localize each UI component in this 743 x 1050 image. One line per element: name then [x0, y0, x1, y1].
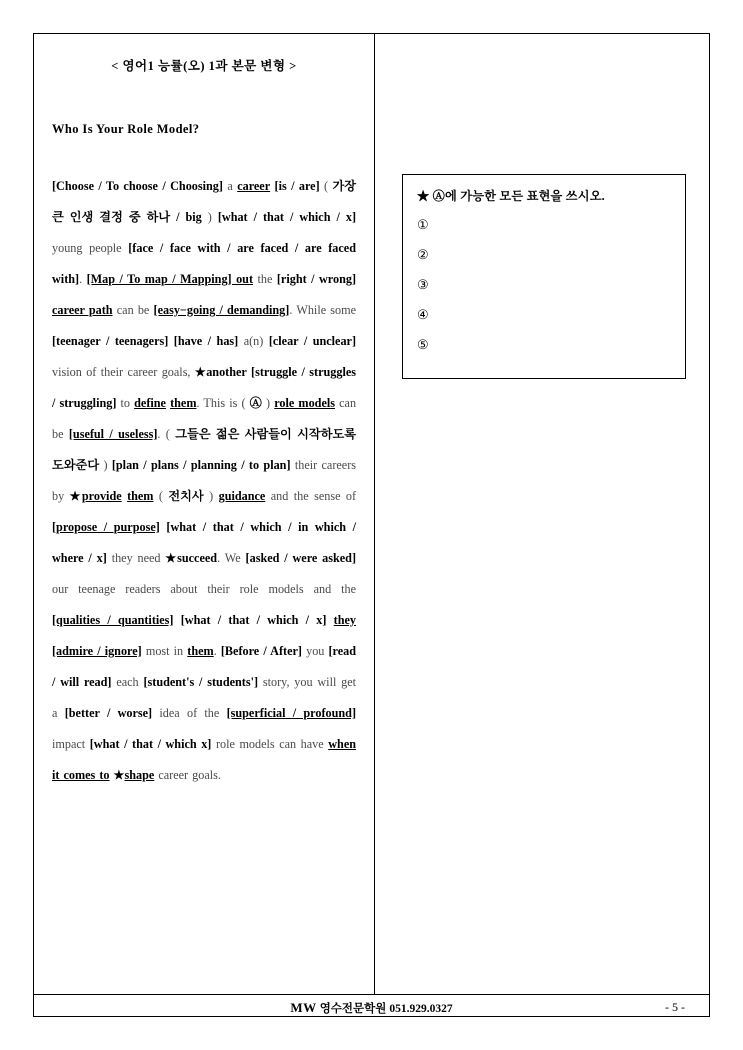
footer-branding	[34, 1000, 709, 1016]
answer-box-prompt: ★ Ⓐ에 가능한 모든 표현을 쓰시오.	[417, 189, 605, 203]
answer-line-1[interactable]: ①	[417, 217, 429, 232]
footer-rule	[34, 994, 709, 995]
answer-line-5[interactable]: ⑤	[417, 337, 429, 352]
answer-line-3[interactable]: ③	[417, 277, 429, 292]
right-column	[375, 34, 710, 994]
footer-academy: 영수전문학원	[319, 1003, 387, 1015]
passage-body: [Choose / To choose / Choosing] a career [is / are] ( 가장 큰 인생 결정 중 하나 / big ) [what / that / which / x] young people [face / face with / are faced / are faced with]. [Map / To map / Mapping] out the [right / wrong] career path can be [easy−going / demanding]. While some [teenager / teenagers] [have / has] a(n) [clear / unclear] vision of their career goals, ★another [struggle / struggles / struggling] to define them. This is ( Ⓐ ) role models can be [useful / useless]. ( 그들은 젊은 사람들이 시작하도록 도와준다 ) [plan / plans / planning / to plan] their careers by ★provide them ( 전치사 ) guidance and the sense of [propose / purpose] [what / that / which / in which / where / x] they need ★succeed. We [asked / were asked] our teenage readers about their role models and the [qualities / quantities] [what / that / which / x] they [admire / ignore] most in them. [Before / After] you [read / will read] each [student's / students'] story, you will get a [better / worse] idea of the [superficial / profound] impact [what / that / which x] role models can have when it comes to ★shape career goals.	[52, 179, 357, 782]
document-page	[33, 33, 710, 1017]
footer-phone: 051.929.0327	[389, 1003, 453, 1015]
document-header-title: < 영어1 능률(오) 1과 본문 변형 >	[111, 59, 297, 73]
answer-box	[402, 174, 686, 379]
answer-line-4[interactable]: ④	[417, 307, 429, 322]
passage-title: Who Is Your Role Model?	[52, 122, 200, 136]
page-footer	[34, 996, 709, 1018]
left-column	[34, 34, 374, 994]
footer-brand: MW	[290, 1000, 317, 1015]
page-number: - 5 -	[665, 1000, 685, 1014]
answer-line-2[interactable]: ②	[417, 247, 429, 262]
